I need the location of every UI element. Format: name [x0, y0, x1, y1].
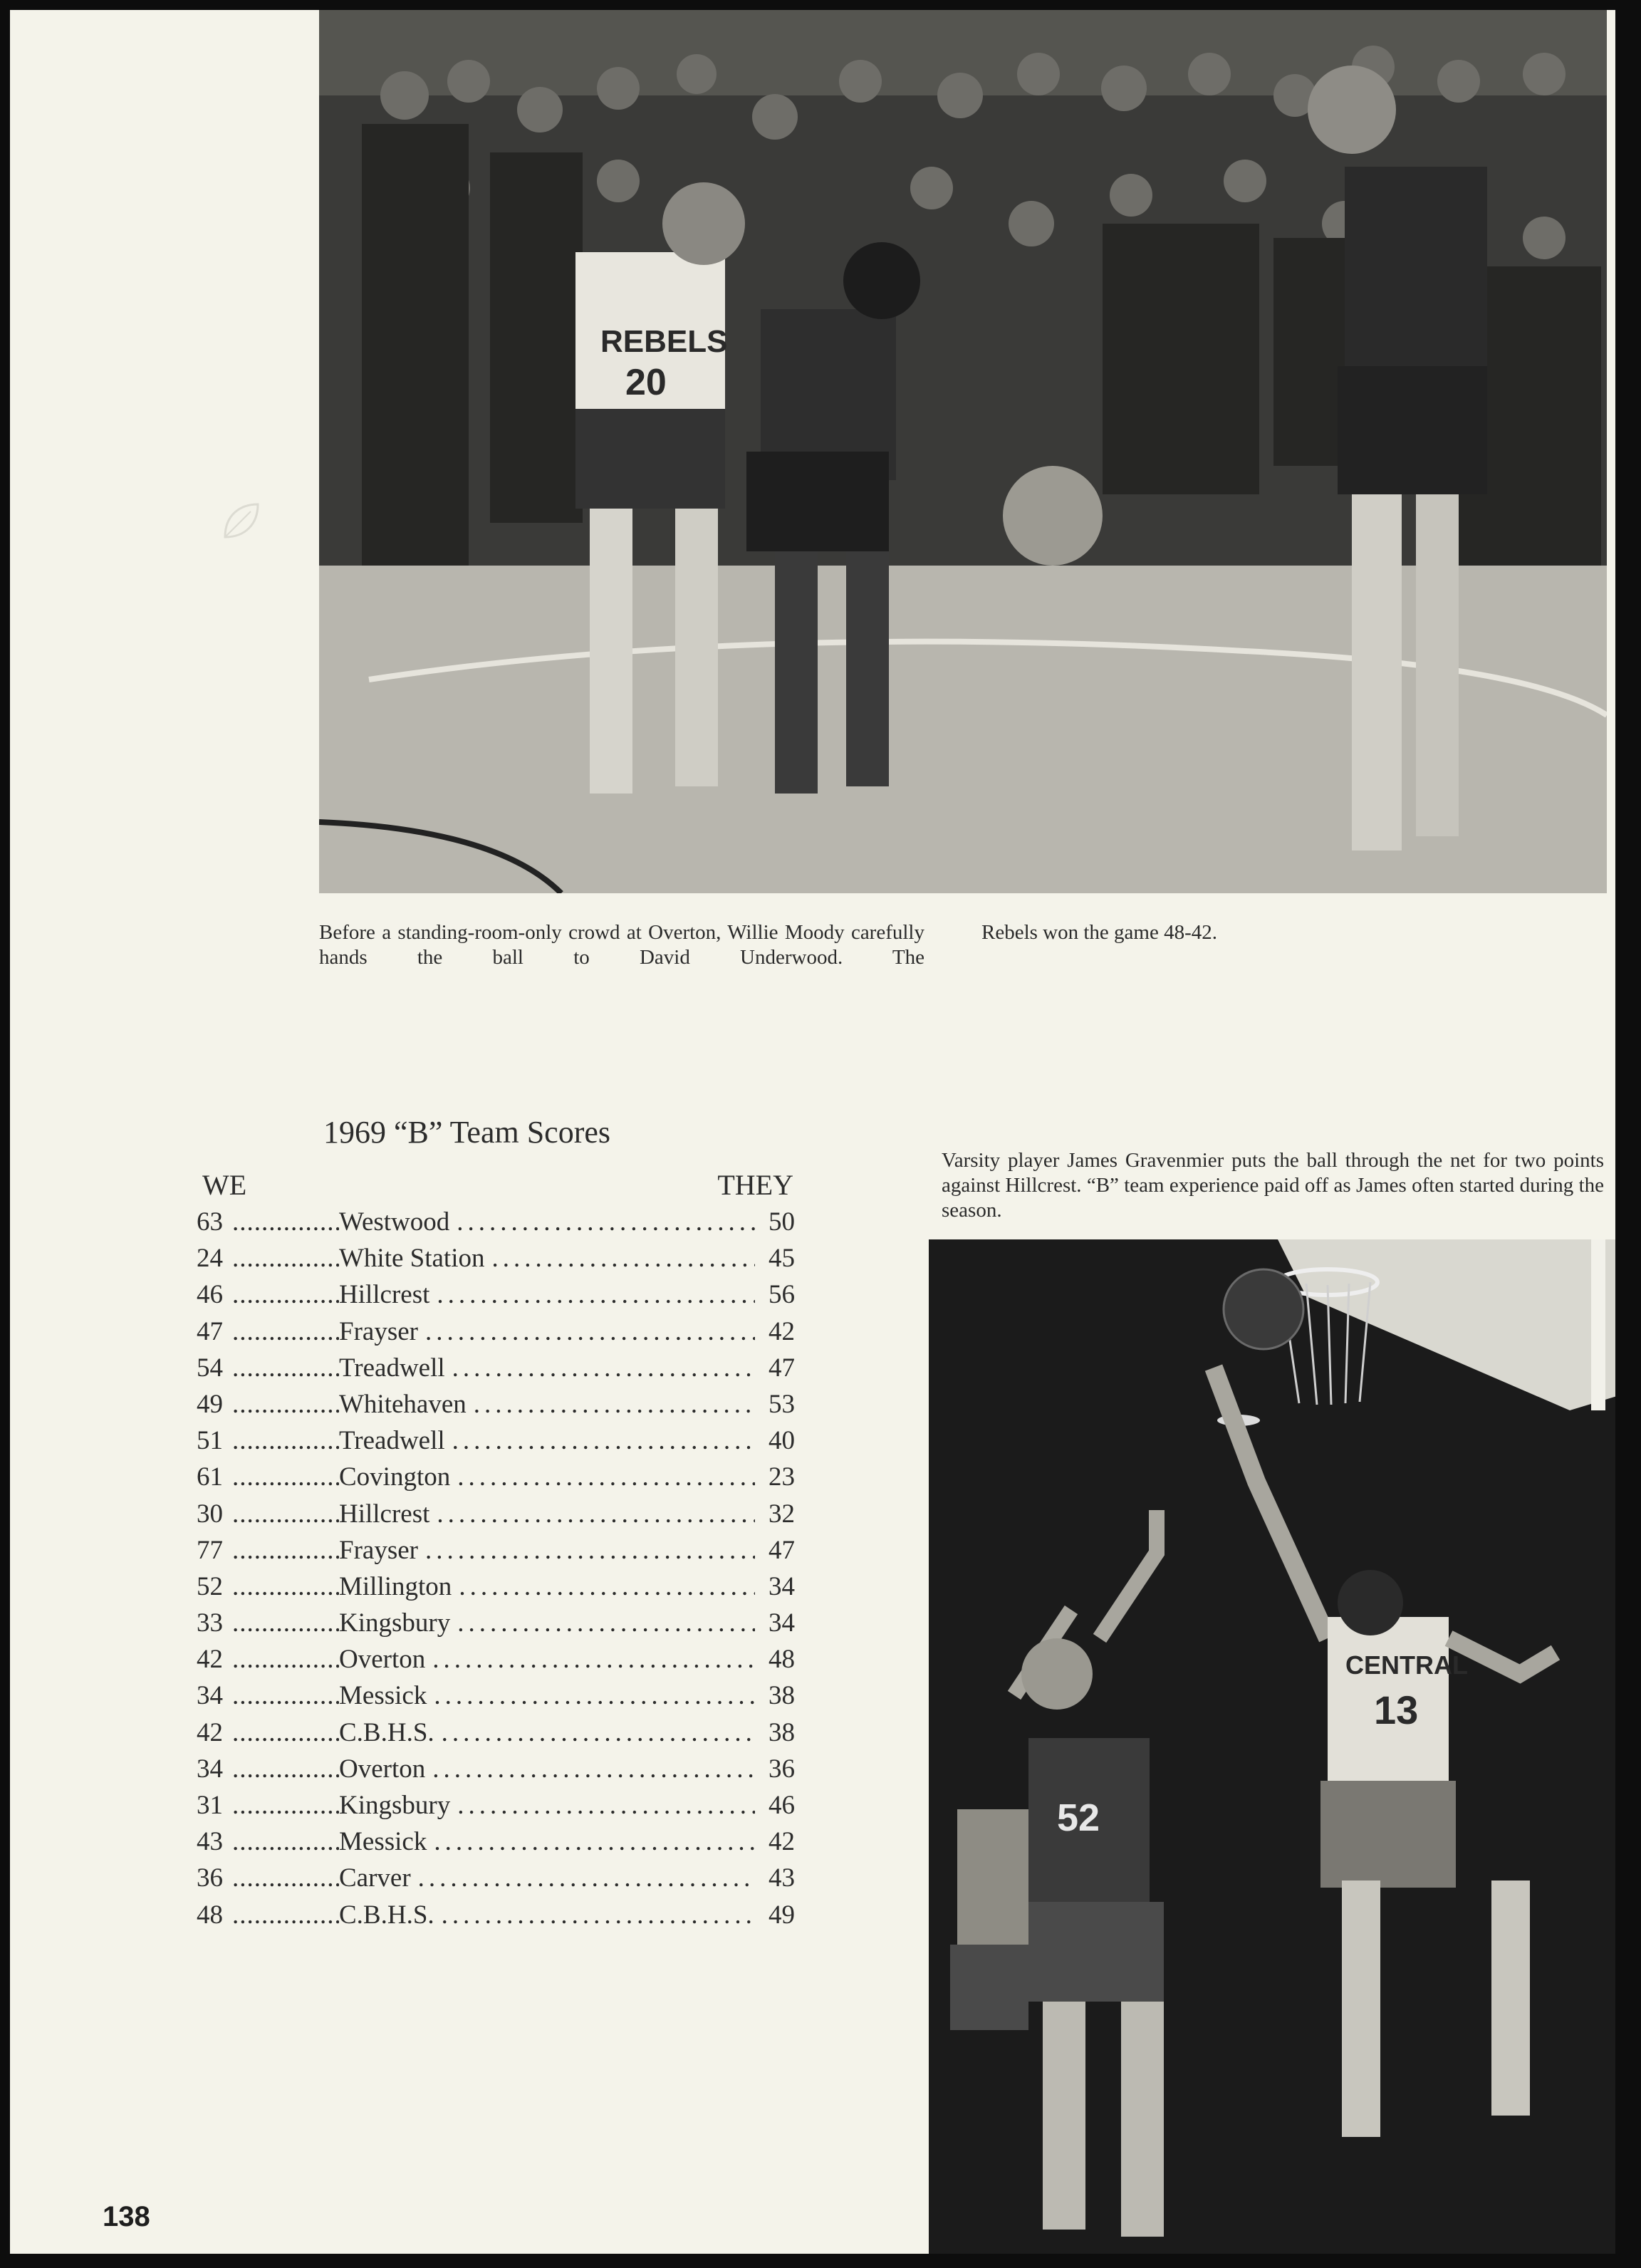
score-opponent: Hillcrest [339, 1280, 430, 1310]
score-they: 42 [769, 1316, 795, 1346]
score-we: 46 [197, 1280, 223, 1310]
score-leader-dots [442, 1897, 755, 1933]
score-leader-dots [432, 1641, 755, 1677]
score-row [197, 1641, 795, 1677]
score-row [197, 1569, 795, 1605]
score-they: 47 [769, 1535, 795, 1565]
score-leader-dots [452, 1350, 755, 1386]
score-leader-dots [232, 1569, 339, 1605]
score-opponent: Messick [339, 1681, 427, 1711]
score-row [197, 1350, 795, 1386]
score-row [197, 1240, 795, 1276]
score-leader-dots [232, 1204, 339, 1240]
score-they: 45 [769, 1244, 795, 1274]
score-leader-dots [232, 1715, 339, 1751]
score-they: 38 [769, 1681, 795, 1711]
jersey-text-central: CENTRAL [1345, 1650, 1468, 1680]
score-leader-dots [232, 1860, 339, 1896]
score-they: 56 [769, 1280, 795, 1310]
score-leader-dots [432, 1751, 755, 1787]
score-we: 48 [197, 1900, 223, 1930]
score-leader-dots [492, 1240, 756, 1276]
score-we: 42 [197, 1645, 223, 1675]
score-we: 77 [197, 1535, 223, 1565]
score-leader-dots [232, 1532, 339, 1569]
score-we: 52 [197, 1571, 223, 1601]
score-we: 24 [197, 1244, 223, 1274]
score-leader-dots [457, 1605, 755, 1641]
score-opponent: Overton [339, 1645, 426, 1675]
score-row [197, 1386, 795, 1422]
score-row [197, 1677, 795, 1714]
score-they: 36 [769, 1754, 795, 1784]
score-opponent: Whitehaven [339, 1389, 467, 1419]
score-they: 32 [769, 1499, 795, 1529]
leaf-icon [219, 500, 262, 543]
score-opponent: Frayser [339, 1535, 418, 1565]
score-opponent: Kingsbury [339, 1791, 451, 1820]
score-opponent: Overton [339, 1754, 426, 1784]
score-leader-dots [232, 1386, 339, 1422]
top-photo-caption-left: Before a standing-room-only crowd at Overton, Willie Moody carefully hands the ball to David Underwood. The [319, 921, 924, 969]
score-leader-dots [232, 1240, 339, 1276]
score-row [197, 1204, 795, 1240]
score-opponent: Kingsbury [339, 1608, 451, 1638]
score-leader-dots [457, 1787, 755, 1824]
score-opponent: Frayser [339, 1316, 418, 1346]
score-opponent: C.B.H.S. [339, 1717, 434, 1747]
score-we: 43 [197, 1827, 223, 1857]
score-leader-dots [437, 1276, 755, 1313]
score-leader-dots [232, 1897, 339, 1933]
jersey-text-rebels: REBELS [600, 324, 728, 359]
score-they: 34 [769, 1571, 795, 1601]
scores-list [197, 1204, 795, 1933]
score-they: 49 [769, 1900, 795, 1930]
score-opponent: Millington [339, 1571, 452, 1601]
score-leader-dots [457, 1204, 755, 1240]
score-leader-dots [232, 1641, 339, 1677]
score-leader-dots [232, 1824, 339, 1860]
scores-title: 1969 “B” Team Scores [323, 1115, 611, 1150]
score-row [197, 1860, 795, 1896]
score-we: 42 [197, 1717, 223, 1747]
jersey-number-20: 20 [625, 362, 667, 403]
score-leader-dots [232, 1496, 339, 1532]
jersey-number-13: 13 [1374, 1687, 1419, 1732]
basketball-game-photo-bottom [929, 1239, 1615, 2254]
score-opponent: White Station [339, 1244, 485, 1274]
score-they: 50 [769, 1207, 795, 1237]
score-leader-dots [232, 1276, 339, 1313]
score-we: 63 [197, 1207, 223, 1237]
score-we: 31 [197, 1791, 223, 1820]
score-we: 30 [197, 1499, 223, 1529]
score-we: 51 [197, 1426, 223, 1456]
score-they: 48 [769, 1645, 795, 1675]
score-opponent: Hillcrest [339, 1499, 430, 1529]
score-leader-dots [434, 1824, 755, 1860]
score-row [197, 1715, 795, 1751]
score-leader-dots [474, 1386, 755, 1422]
score-leader-dots [418, 1860, 755, 1896]
score-row [197, 1422, 795, 1459]
score-leader-dots [232, 1605, 339, 1641]
score-leader-dots [425, 1314, 755, 1350]
score-opponent: Covington [339, 1462, 451, 1492]
jersey-number-52: 52 [1057, 1796, 1100, 1839]
score-opponent: Treadwell [339, 1353, 445, 1383]
score-leader-dots [434, 1677, 755, 1714]
score-opponent: Treadwell [339, 1426, 445, 1456]
yearbook-page [10, 10, 1615, 2254]
score-we: 34 [197, 1754, 223, 1784]
score-row [197, 1314, 795, 1350]
basketball-game-photo-bottom-image [929, 1239, 1615, 2254]
score-we: 49 [197, 1389, 223, 1419]
basketball-game-photo-top [319, 10, 1607, 893]
score-opponent: C.B.H.S. [339, 1900, 434, 1930]
score-row [197, 1459, 795, 1495]
score-they: 43 [769, 1863, 795, 1893]
score-row [197, 1751, 795, 1787]
score-leader-dots [232, 1459, 339, 1495]
score-leader-dots [232, 1422, 339, 1459]
score-opponent: Carver [339, 1863, 411, 1893]
score-we: 34 [197, 1681, 223, 1711]
scores-they-label: THEY [717, 1169, 793, 1201]
basketball-game-photo-top-image [319, 10, 1607, 893]
score-opponent: Westwood [339, 1207, 450, 1237]
score-leader-dots [459, 1569, 755, 1605]
score-opponent: Messick [339, 1827, 427, 1857]
score-leader-dots [425, 1532, 755, 1569]
score-we: 47 [197, 1316, 223, 1346]
score-leader-dots [232, 1314, 339, 1350]
score-we: 36 [197, 1863, 223, 1893]
score-leader-dots [232, 1677, 339, 1714]
score-they: 47 [769, 1353, 795, 1383]
score-leader-dots [457, 1459, 755, 1495]
score-they: 46 [769, 1791, 795, 1820]
score-they: 42 [769, 1827, 795, 1857]
score-they: 38 [769, 1717, 795, 1747]
score-they: 34 [769, 1608, 795, 1638]
score-we: 54 [197, 1353, 223, 1383]
score-leader-dots [232, 1350, 339, 1386]
scores-we-label: WE [202, 1169, 247, 1201]
score-we: 33 [197, 1608, 223, 1638]
score-row [197, 1532, 795, 1569]
bottom-photo-caption: Varsity player James Gravenmier puts the ball through the net for two points against Hillcrest. “B” team experience paid off as James often started during the season. [942, 1149, 1604, 1222]
score-leader-dots [442, 1715, 755, 1751]
top-photo-caption-right: Rebels won the game 48-42. [981, 921, 1218, 944]
score-row [197, 1787, 795, 1824]
score-row [197, 1496, 795, 1532]
score-row [197, 1897, 795, 1933]
score-leader-dots [232, 1751, 339, 1787]
score-they: 53 [769, 1389, 795, 1419]
page-number: 138 [103, 2201, 150, 2232]
score-row [197, 1605, 795, 1641]
score-they: 23 [769, 1462, 795, 1492]
score-row [197, 1824, 795, 1860]
score-leader-dots [437, 1496, 755, 1532]
score-we: 61 [197, 1462, 223, 1492]
score-leader-dots [452, 1422, 755, 1459]
score-row [197, 1276, 795, 1313]
score-leader-dots [232, 1787, 339, 1824]
score-they: 40 [769, 1426, 795, 1456]
